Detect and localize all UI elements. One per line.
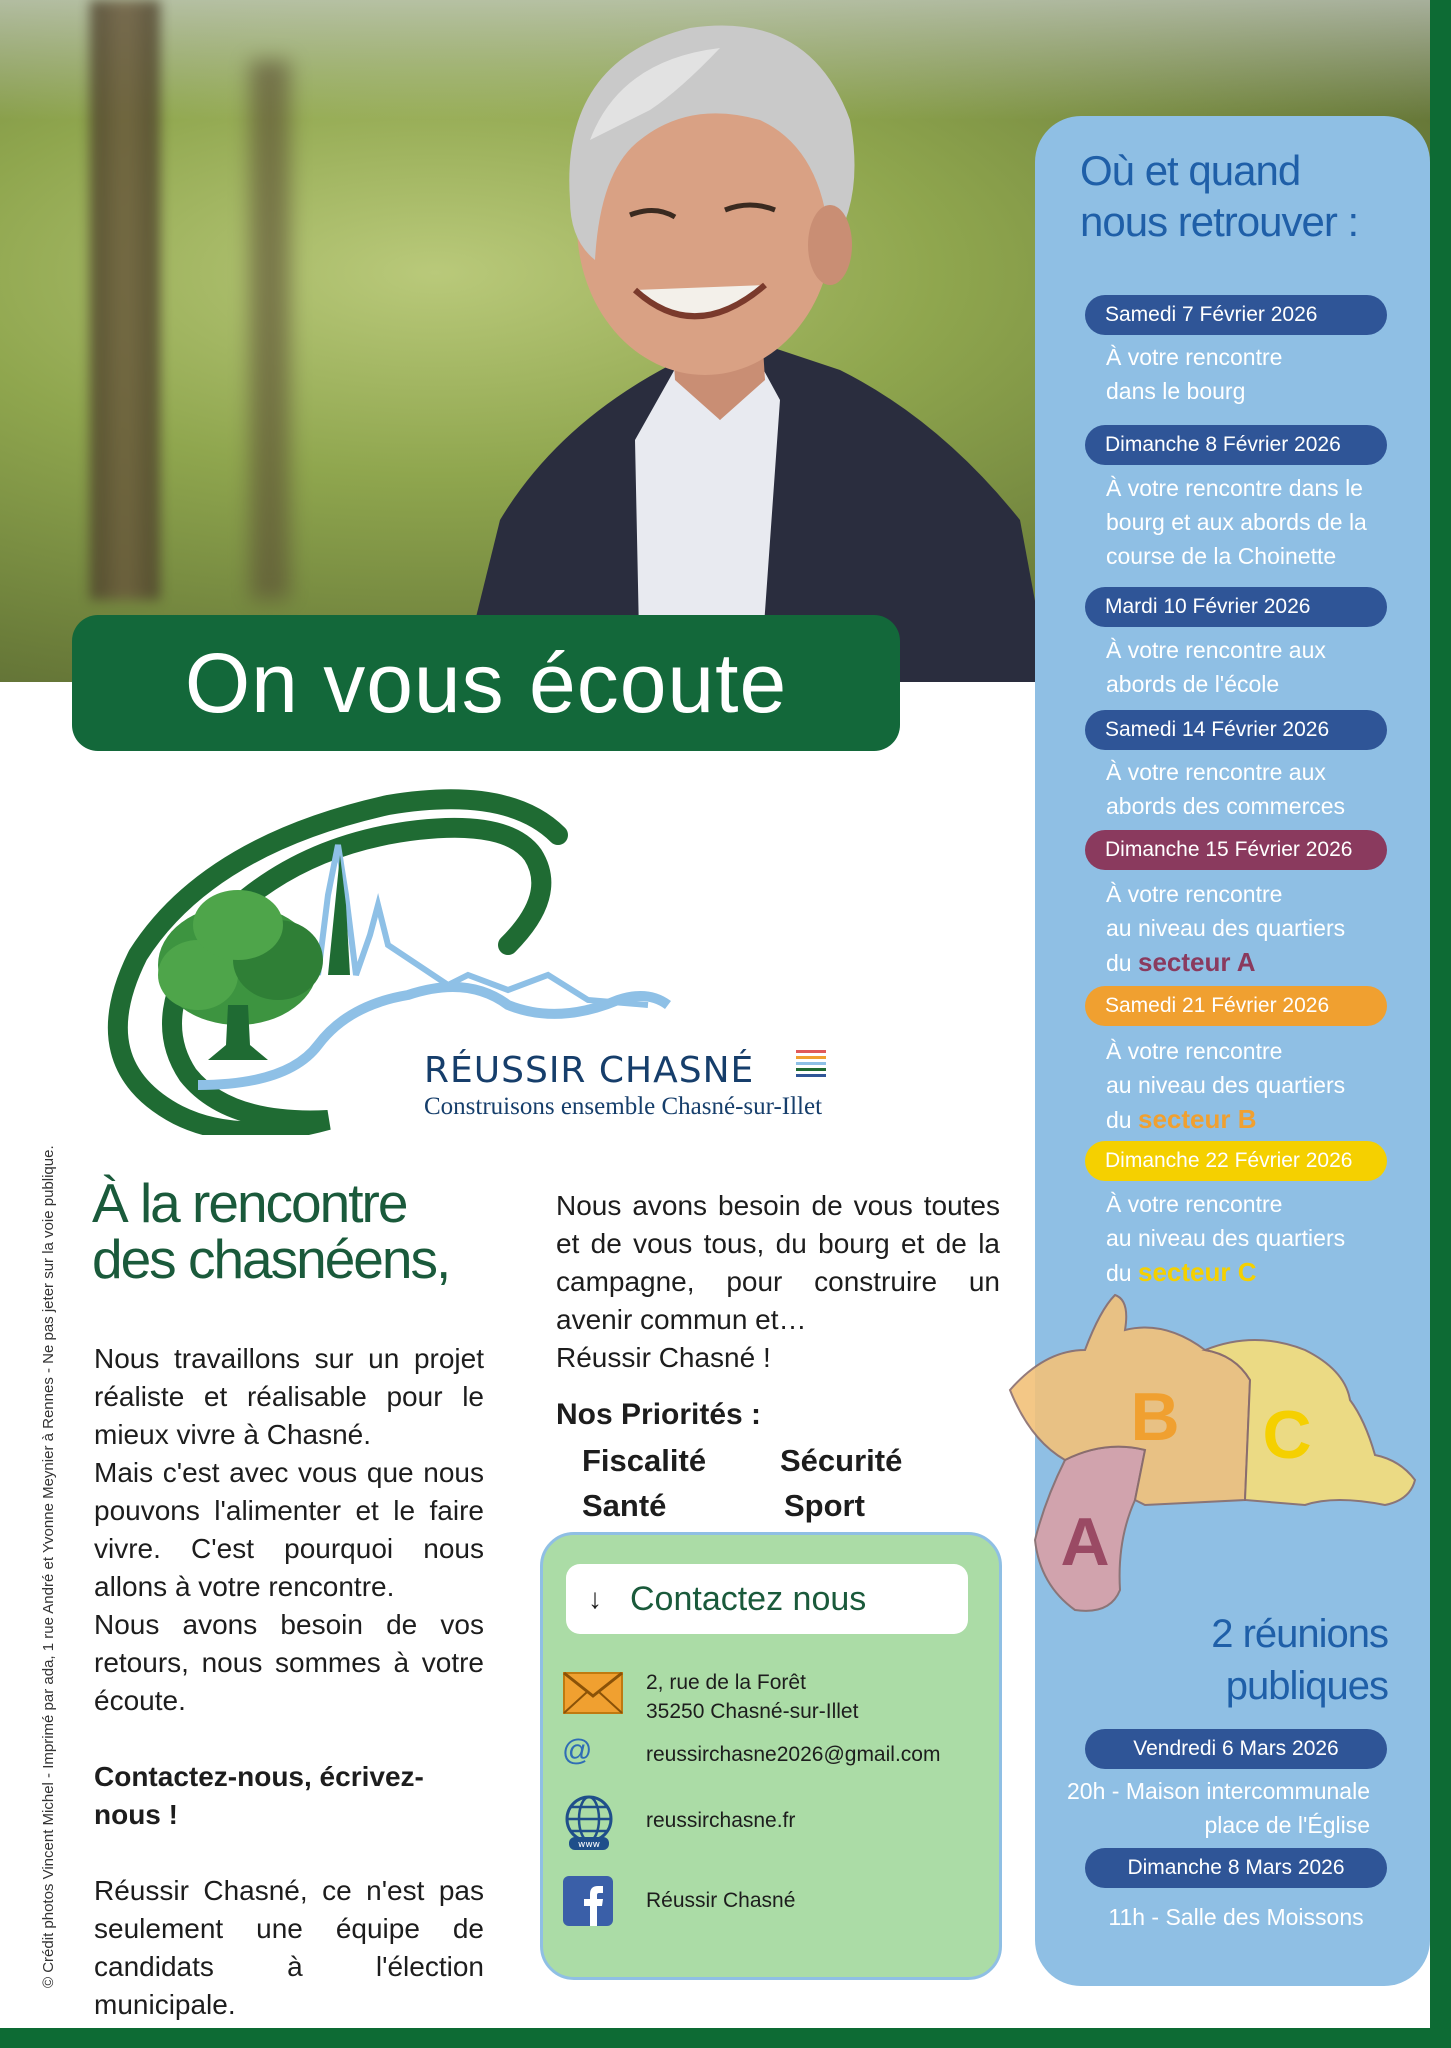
event-description: À votre rencontre aux abords de l'école — [1106, 637, 1326, 697]
event-date-pill: Samedi 7 Février 2026 — [1085, 295, 1387, 335]
event-date-pill: Dimanche 8 Février 2026 — [1085, 425, 1387, 465]
map-label-c: C — [1262, 1397, 1312, 1473]
intro-body — [94, 1340, 484, 2024]
event-description: À votre rencontre aux abords des commerces — [1106, 759, 1346, 819]
column2-text: Nous avons besoin de vous toutes et de vous tous, du bourg et de la campagne, pour construire un avenir commun et… — [556, 1190, 1000, 1335]
event-date-pill: Samedi 14 Février 2026 — [1085, 710, 1387, 750]
arrow-down-icon: ↓ — [588, 1583, 602, 1614]
event-date-pill: Dimanche 15 Février 2026 — [1085, 830, 1387, 870]
event-description: À votre rencontre au niveau des quartiers du secteur B — [1106, 1038, 1346, 1134]
sidebar-title: Où et quand nous retrouver : — [1080, 147, 1359, 245]
map-label-b: B — [1130, 1379, 1180, 1455]
contact-facebook[interactable]: Réussir Chasné — [646, 1889, 796, 1912]
contact-email[interactable]: reussirchasne2026@gmail.com — [646, 1743, 941, 1766]
sector-map — [1005, 1290, 1425, 1620]
priorities-title: Nos Priorités : — [556, 1398, 762, 1431]
column2-text-signature: Réussir Chasné ! — [556, 1342, 771, 1373]
priority-item: Sport — [784, 1488, 865, 1523]
bottom-border-stripe — [0, 2028, 1451, 2048]
address-line1: 2, rue de la Forêt — [646, 1671, 806, 1694]
priority-item: Fiscalité — [582, 1443, 707, 1478]
map-label-a: A — [1060, 1504, 1110, 1580]
at-icon: @ — [562, 1734, 593, 1767]
intro-paragraph: Nous avons besoin de vos retours, nous sommes à votre écoute. — [94, 1609, 484, 1716]
svg-text:www: www — [577, 1840, 601, 1850]
column2-body — [556, 1187, 1000, 1377]
meetings-title: 2 réunions publiques — [1211, 1612, 1388, 1708]
event-date-pill: Mardi 10 Février 2026 — [1085, 587, 1387, 627]
logo-title: RÉUSSIR CHASNÉ — [424, 1050, 755, 1091]
candidate-portrait — [420, 0, 1050, 682]
intro-title: À la rencontre des chasnéens, — [92, 1172, 450, 1290]
sector-label: secteur B — [1137, 1104, 1257, 1134]
intro-paragraph: Mais c'est avec vous que nous pouvons l'alimenter et le faire vivre. C'est pourquoi nous allons à votre rencontre. — [94, 1457, 484, 1602]
address-line2: 35250 Chasné-sur-Illet — [646, 1700, 859, 1723]
headline-text: On vous écoute — [184, 635, 788, 730]
meeting-description: 11h - Salle des Moissons — [1108, 1904, 1364, 1930]
event-date-pill: Samedi 21 Février 2026 — [1085, 986, 1387, 1026]
contact-website[interactable]: reussirchasne.fr — [646, 1809, 796, 1832]
globe-www-icon — [563, 1795, 615, 1851]
priority-item: Sécurité — [780, 1443, 903, 1478]
contact-heading — [566, 1564, 968, 1634]
priority-item: Santé — [582, 1488, 667, 1523]
photo-credit: © Crédit photos Vincent Michel - Imprimé par ada, 1 rue André et Yvonne Meynier à Rennes - Ne pas jeter sur la voie publique. — [40, 1145, 57, 1988]
meeting-date-pill: Vendredi 6 Mars 2026 — [1085, 1729, 1387, 1769]
meeting-description: 20h - Maison intercommunale place de l'Église — [1067, 1778, 1370, 1838]
headline-banner — [72, 615, 900, 751]
facebook-icon — [563, 1876, 613, 1926]
event-description: À votre rencontre dans le bourg — [1106, 344, 1283, 404]
logo-tagline: Construisons ensemble Chasné-sur-Illet — [424, 1093, 823, 1120]
event-description: À votre rencontre au niveau des quartiers du secteur A — [1106, 881, 1346, 977]
right-border-stripe — [1430, 0, 1451, 2048]
logo-color-stripes — [796, 1050, 826, 1077]
meeting-date-pill: Dimanche 8 Mars 2026 — [1085, 1848, 1387, 1888]
envelope-icon — [563, 1672, 623, 1714]
intro-closing: Réussir Chasné, ce n'est pas seulement une équipe de candidats à l'élection municipale. — [94, 1875, 484, 2020]
event-date-pill: Dimanche 22 Février 2026 — [1085, 1141, 1387, 1181]
event-description: À votre rencontre dans le bourg et aux abords de la course de la Choinette — [1106, 475, 1367, 569]
sector-label: secteur A — [1137, 947, 1256, 977]
intro-paragraph: Nous travaillons sur un projet réaliste et réalisable pour le mieux vivre à Chasné. — [94, 1343, 484, 1450]
contact-heading-label: Contactez nous — [630, 1579, 867, 1618]
event-description: À votre rencontre au niveau des quartiers du secteur C — [1106, 1191, 1346, 1287]
sector-label: secteur C — [1137, 1257, 1257, 1287]
intro-call: Contactez-nous, écrivez-nous ! — [94, 1761, 424, 1830]
